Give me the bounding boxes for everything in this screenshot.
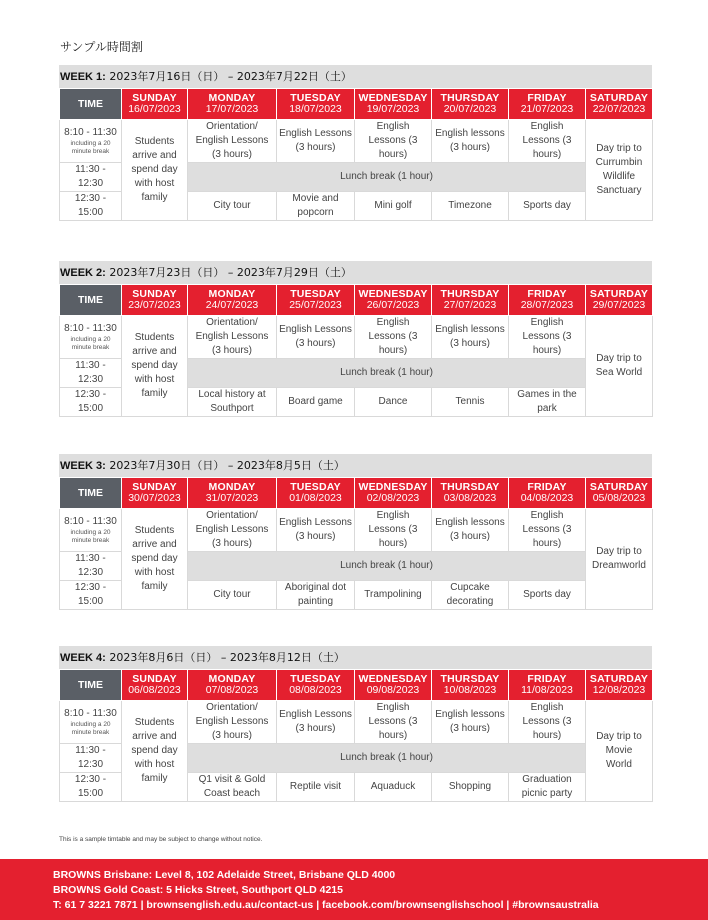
day-header-tuesday — [277, 285, 355, 316]
afternoon-activity-monday: Q1 visit & Gold Coast beach — [188, 773, 277, 802]
time-slot-label: 8:10 - 11:30 — [64, 516, 117, 527]
day-header-tuesday — [277, 478, 355, 509]
day-header-thursday — [432, 670, 509, 701]
page-title: サンプル時間割 — [60, 40, 143, 54]
time-slot-label: 8:10 - 11:30 — [64, 127, 117, 138]
day-header-thursday — [432, 285, 509, 316]
time-slot-afternoon: 12:30 - 15:00 — [60, 388, 122, 417]
day-header-friday — [509, 478, 586, 509]
saturday-activity: Day trip to Movie World — [586, 701, 653, 802]
day-name: WEDNESDAY — [358, 92, 428, 104]
day-name: SATURDAY — [589, 481, 649, 493]
day-name: SUNDAY — [132, 288, 177, 300]
day-header-sunday — [122, 670, 188, 701]
week-label: WEEK 1: — [60, 71, 106, 83]
morning-row — [60, 316, 653, 359]
day-name: THURSDAY — [440, 673, 500, 685]
day-date: 26/07/2023 — [366, 299, 420, 311]
sunday-activity: Students arrive and spend day with host family — [122, 701, 188, 802]
day-header-friday — [509, 670, 586, 701]
week-heading — [59, 65, 652, 88]
morning-activity-monday: Orientation/ English Lessons (3 hours) — [188, 509, 277, 552]
morning-activity-tuesday: English Lessons (3 hours) — [277, 509, 355, 552]
day-name: FRIDAY — [527, 673, 567, 685]
lunch-break: Lunch break (1 hour) — [188, 744, 586, 773]
sunday-activity: Students arrive and spend day with host family — [122, 509, 188, 610]
morning-row — [60, 120, 653, 163]
day-name: FRIDAY — [527, 288, 567, 300]
afternoon-activity-monday: City tour — [188, 192, 277, 221]
afternoon-activity-wednesday: Trampolining — [355, 581, 432, 610]
morning-activity-tuesday: English Lessons (3 hours) — [277, 120, 355, 163]
morning-activity-friday: English Lessons (3 hours) — [509, 701, 586, 744]
time-slot-morning — [60, 316, 122, 359]
time-slot-note: including a 20 minute break — [70, 336, 111, 351]
morning-activity-wednesday: English Lessons (3 hours) — [355, 120, 432, 163]
day-header-monday — [188, 478, 277, 509]
week-date-range: 2023年8月6日（日） – 2023年8月12日（土） — [109, 651, 345, 664]
afternoon-activity-friday: Sports day — [509, 581, 586, 610]
day-date: 31/07/2023 — [205, 492, 259, 504]
day-header-row — [60, 478, 653, 509]
morning-activity-thursday: English lessons (3 hours) — [432, 316, 509, 359]
afternoon-activity-wednesday: Aquaduck — [355, 773, 432, 802]
saturday-activity: Day trip to Sea World — [586, 316, 653, 417]
day-header-saturday — [586, 478, 653, 509]
day-name: FRIDAY — [527, 92, 567, 104]
day-name: WEDNESDAY — [358, 288, 428, 300]
day-date: 07/08/2023 — [205, 684, 259, 696]
day-header-sunday — [122, 478, 188, 509]
day-date: 30/07/2023 — [128, 492, 181, 504]
timetable — [59, 669, 653, 802]
time-slot-morning — [60, 509, 122, 552]
morning-activity-friday: English Lessons (3 hours) — [509, 316, 586, 359]
afternoon-activity-thursday: Shopping — [432, 773, 509, 802]
day-date: 19/07/2023 — [366, 103, 420, 115]
day-date: 22/07/2023 — [592, 103, 646, 115]
footer-goldcoast-address: BROWNS Gold Coast: 5 Hicks Street, Southport QLD 4215 — [53, 884, 343, 896]
day-header-sunday — [122, 285, 188, 316]
sunday-activity: Students arrive and spend day with host family — [122, 316, 188, 417]
week-4-section — [59, 646, 652, 802]
day-header-monday — [188, 89, 277, 120]
time-header: TIME — [60, 285, 122, 316]
time-slot-morning — [60, 120, 122, 163]
time-slot-lunch: 11:30 - 12:30 — [60, 359, 122, 388]
day-header-wednesday — [355, 670, 432, 701]
afternoon-activity-tuesday: Aboriginal dot painting — [277, 581, 355, 610]
day-date: 12/08/2023 — [592, 684, 646, 696]
time-slot-lunch: 11:30 - 12:30 — [60, 744, 122, 773]
time-slot-lunch: 11:30 - 12:30 — [60, 552, 122, 581]
day-date: 10/08/2023 — [443, 684, 497, 696]
day-date: 23/07/2023 — [128, 299, 181, 311]
day-name: SATURDAY — [589, 673, 649, 685]
day-header-friday — [509, 285, 586, 316]
time-header: TIME — [60, 670, 122, 701]
morning-activity-friday: English Lessons (3 hours) — [509, 120, 586, 163]
day-name: MONDAY — [208, 92, 256, 104]
lunch-break: Lunch break (1 hour) — [188, 163, 586, 192]
day-header-wednesday — [355, 478, 432, 509]
day-name: WEDNESDAY — [358, 481, 428, 493]
day-header-thursday — [432, 89, 509, 120]
day-date: 18/07/2023 — [289, 103, 342, 115]
time-slot-afternoon: 12:30 - 15:00 — [60, 773, 122, 802]
week-1-section — [59, 65, 652, 221]
saturday-activity: Day trip to Dreamworld — [586, 509, 653, 610]
week-heading — [59, 646, 652, 669]
day-header-monday — [188, 670, 277, 701]
morning-activity-wednesday: English Lessons (3 hours) — [355, 509, 432, 552]
day-date: 08/08/2023 — [289, 684, 342, 696]
morning-activity-friday: English Lessons (3 hours) — [509, 509, 586, 552]
day-name: MONDAY — [208, 481, 256, 493]
afternoon-activity-wednesday: Dance — [355, 388, 432, 417]
afternoon-activity-thursday: Tennis — [432, 388, 509, 417]
time-header: TIME — [60, 89, 122, 120]
day-header-monday — [188, 285, 277, 316]
week-label: WEEK 2: — [60, 267, 106, 279]
day-name: TUESDAY — [290, 288, 341, 300]
afternoon-activity-thursday: Cupcake decorating — [432, 581, 509, 610]
morning-activity-monday: Orientation/ English Lessons (3 hours) — [188, 120, 277, 163]
time-slot-morning — [60, 701, 122, 744]
week-date-range: 2023年7月16日（日） – 2023年7月22日（土） — [109, 70, 352, 83]
day-date: 17/07/2023 — [205, 103, 259, 115]
time-slot-lunch: 11:30 - 12:30 — [60, 163, 122, 192]
afternoon-activity-friday: Games in the park — [509, 388, 586, 417]
day-date: 05/08/2023 — [592, 492, 646, 504]
day-name: WEDNESDAY — [358, 673, 428, 685]
saturday-activity: Day trip to Currumbin Wildlife Sanctuary — [586, 120, 653, 221]
morning-row — [60, 701, 653, 744]
morning-activity-tuesday: English Lessons (3 hours) — [277, 701, 355, 744]
day-name: THURSDAY — [440, 481, 500, 493]
week-date-range: 2023年7月30日（日） – 2023年8月5日（土） — [109, 459, 345, 472]
timetable — [59, 88, 653, 221]
day-name: MONDAY — [208, 288, 256, 300]
morning-activity-thursday: English lessons (3 hours) — [432, 509, 509, 552]
day-name: SUNDAY — [132, 481, 177, 493]
day-date: 27/07/2023 — [443, 299, 497, 311]
day-date: 11/08/2023 — [521, 684, 573, 696]
day-header-friday — [509, 89, 586, 120]
timetable — [59, 477, 653, 610]
morning-activity-wednesday: English Lessons (3 hours) — [355, 701, 432, 744]
time-slot-afternoon: 12:30 - 15:00 — [60, 192, 122, 221]
week-label: WEEK 3: — [60, 460, 106, 472]
afternoon-activity-thursday: Timezone — [432, 192, 509, 221]
time-slot-note: including a 20 minute break — [70, 140, 111, 155]
morning-activity-monday: Orientation/ English Lessons (3 hours) — [188, 701, 277, 744]
day-name: THURSDAY — [440, 288, 500, 300]
footer-brisbane-address: BROWNS Brisbane: Level 8, 102 Adelaide Street, Brisbane QLD 4000 — [53, 869, 396, 881]
week-heading — [59, 261, 652, 284]
lunch-break: Lunch break (1 hour) — [188, 359, 586, 388]
afternoon-activity-tuesday: Movie and popcorn — [277, 192, 355, 221]
day-name: SATURDAY — [589, 288, 649, 300]
morning-activity-tuesday: English Lessons (3 hours) — [277, 316, 355, 359]
day-date: 28/07/2023 — [520, 299, 574, 311]
day-name: SUNDAY — [132, 673, 177, 685]
day-header-row — [60, 670, 653, 701]
sunday-activity: Students arrive and spend day with host family — [122, 120, 188, 221]
day-name: TUESDAY — [290, 92, 341, 104]
day-date: 01/08/2023 — [289, 492, 342, 504]
day-header-saturday — [586, 670, 653, 701]
day-header-row — [60, 89, 653, 120]
footer-contact: T: 61 7 3221 7871 | brownsenglish.edu.au/contact-us | facebook.com/brownsenglishschool | #brownsaustralia — [53, 899, 599, 911]
disclaimer: This is a sample timtable and may be subject to change without notice. — [59, 836, 263, 843]
day-date: 21/07/2023 — [520, 103, 574, 115]
timetable — [59, 284, 653, 417]
afternoon-activity-friday: Graduation picnic party — [509, 773, 586, 802]
afternoon-activity-friday: Sports day — [509, 192, 586, 221]
morning-activity-thursday: English lessons (3 hours) — [432, 701, 509, 744]
day-date: 16/07/2023 — [128, 103, 181, 115]
day-date: 06/08/2023 — [128, 684, 181, 696]
week-date-range: 2023年7月23日（日） – 2023年7月29日（土） — [109, 266, 352, 279]
day-header-thursday — [432, 478, 509, 509]
day-date: 04/08/2023 — [520, 492, 574, 504]
day-name: TUESDAY — [290, 673, 341, 685]
day-name: FRIDAY — [527, 481, 567, 493]
afternoon-activity-tuesday: Board game — [277, 388, 355, 417]
day-date: 29/07/2023 — [592, 299, 646, 311]
day-name: TUESDAY — [290, 481, 341, 493]
day-name: SATURDAY — [589, 92, 649, 104]
footer — [0, 859, 708, 920]
week-heading — [59, 454, 652, 477]
week-2-section — [59, 261, 652, 417]
day-header-saturday — [586, 89, 653, 120]
day-name: SUNDAY — [132, 92, 177, 104]
day-header-tuesday — [277, 89, 355, 120]
afternoon-activity-monday: Local history at Southport — [188, 388, 277, 417]
morning-activity-wednesday: English Lessons (3 hours) — [355, 316, 432, 359]
day-header-sunday — [122, 89, 188, 120]
time-slot-afternoon: 12:30 - 15:00 — [60, 581, 122, 610]
afternoon-activity-wednesday: Mini golf — [355, 192, 432, 221]
day-header-tuesday — [277, 670, 355, 701]
morning-activity-thursday: English lessons (3 hours) — [432, 120, 509, 163]
time-slot-note: including a 20 minute break — [70, 529, 111, 544]
day-header-saturday — [586, 285, 653, 316]
day-date: 09/08/2023 — [366, 684, 420, 696]
afternoon-activity-tuesday: Reptile visit — [277, 773, 355, 802]
afternoon-activity-monday: City tour — [188, 581, 277, 610]
day-name: MONDAY — [208, 673, 256, 685]
day-date: 03/08/2023 — [443, 492, 497, 504]
morning-row — [60, 509, 653, 552]
day-header-wednesday — [355, 89, 432, 120]
day-header-row — [60, 285, 653, 316]
week-3-section — [59, 454, 652, 610]
day-date: 24/07/2023 — [205, 299, 259, 311]
lunch-break: Lunch break (1 hour) — [188, 552, 586, 581]
week-label: WEEK 4: — [60, 652, 106, 664]
time-slot-note: including a 20 minute break — [70, 721, 111, 736]
day-name: THURSDAY — [440, 92, 500, 104]
day-date: 20/07/2023 — [443, 103, 497, 115]
time-slot-label: 8:10 - 11:30 — [64, 323, 117, 334]
day-date: 25/07/2023 — [289, 299, 342, 311]
time-slot-label: 8:10 - 11:30 — [64, 708, 117, 719]
day-date: 02/08/2023 — [366, 492, 420, 504]
morning-activity-monday: Orientation/ English Lessons (3 hours) — [188, 316, 277, 359]
day-header-wednesday — [355, 285, 432, 316]
time-header: TIME — [60, 478, 122, 509]
